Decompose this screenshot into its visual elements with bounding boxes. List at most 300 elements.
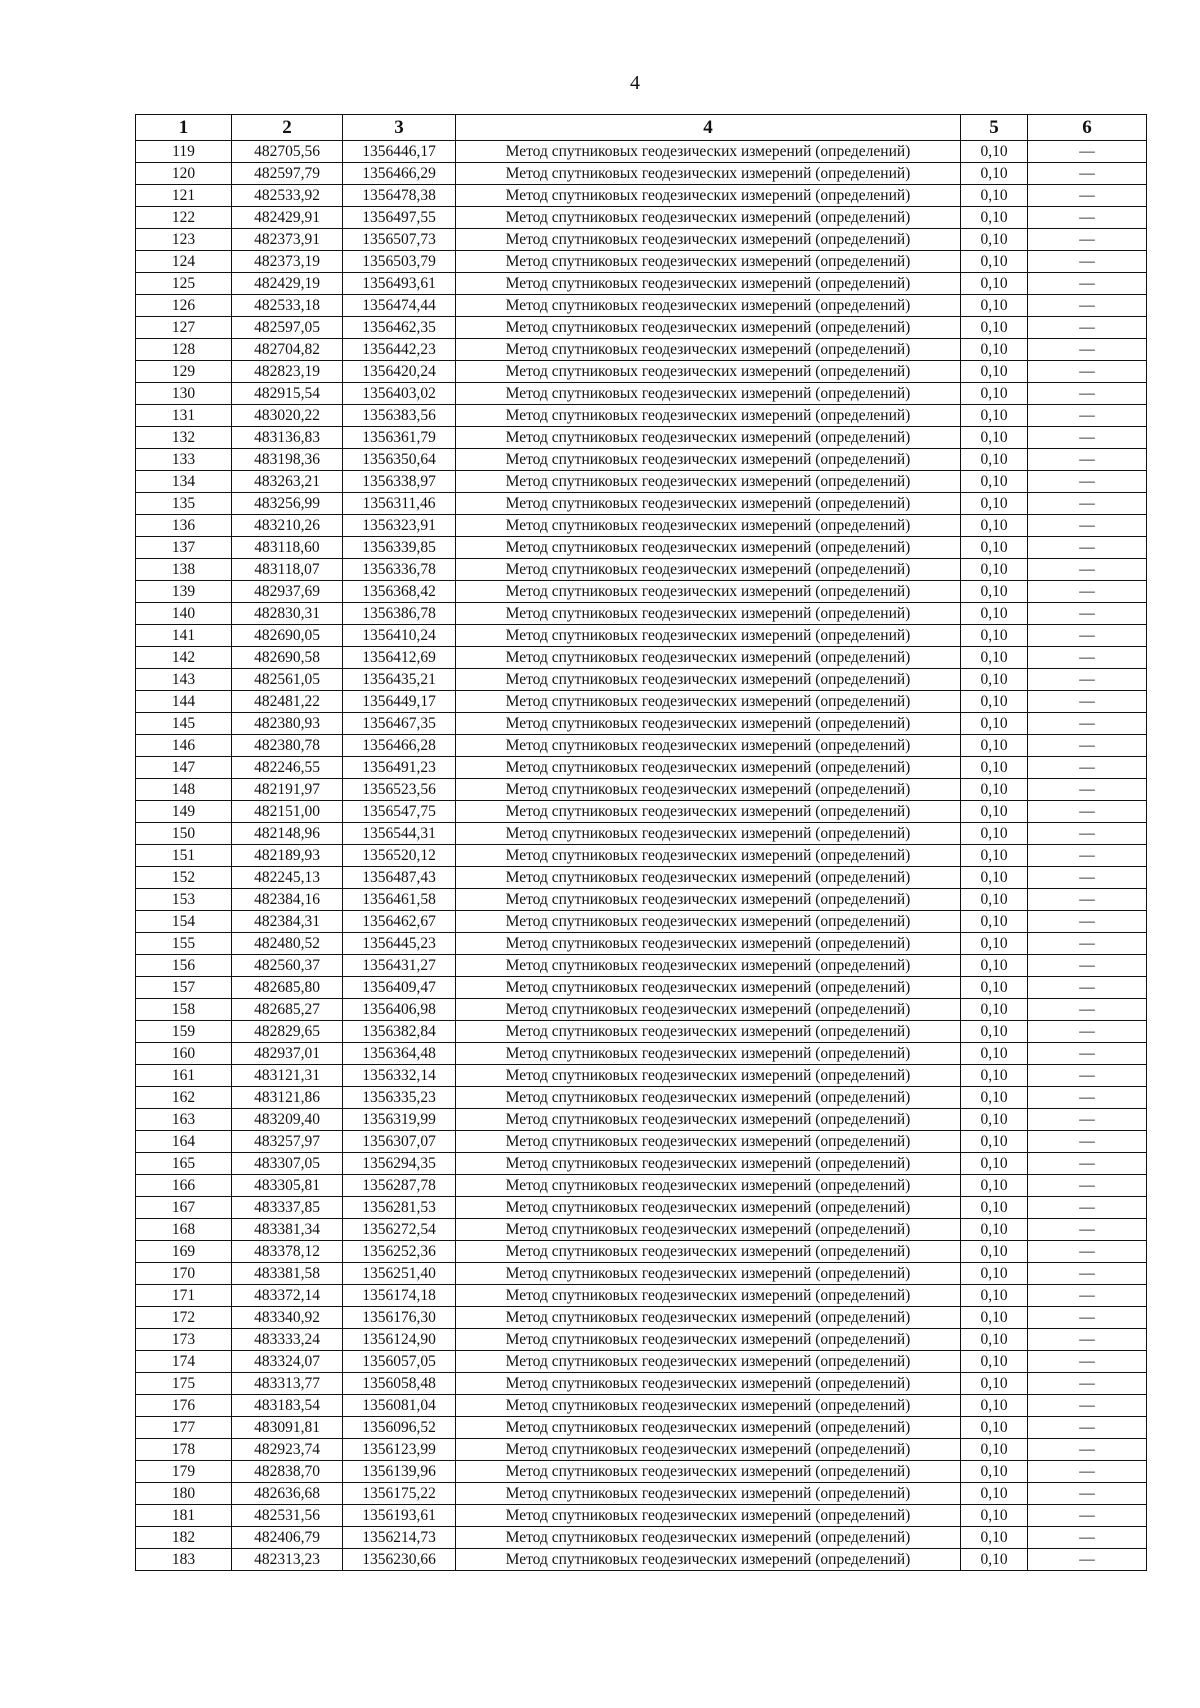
y-coordinate-cell: 1356409,47 (343, 977, 456, 999)
method-cell: Метод спутниковых геодезических измерений (определений) (456, 1549, 961, 1571)
x-coordinate-cell: 482823,19 (232, 361, 343, 383)
table-row (136, 757, 1147, 779)
point-number-cell: 125 (136, 273, 232, 295)
table-row (136, 1439, 1147, 1461)
point-number-cell: 179 (136, 1461, 232, 1483)
point-number-cell: 177 (136, 1417, 232, 1439)
x-coordinate-cell: 482915,54 (232, 383, 343, 405)
note-dash-cell: — (1028, 383, 1147, 405)
y-coordinate-cell: 1356412,69 (343, 647, 456, 669)
precision-cell: 0,10 (961, 229, 1028, 251)
table-row (136, 977, 1147, 999)
method-cell: Метод спутниковых геодезических измерений (определений) (456, 845, 961, 867)
table-row (136, 1219, 1147, 1241)
x-coordinate-cell: 482380,78 (232, 735, 343, 757)
y-coordinate-cell: 1356175,22 (343, 1483, 456, 1505)
x-coordinate-cell: 482531,56 (232, 1505, 343, 1527)
note-dash-cell: — (1028, 603, 1147, 625)
table-row (136, 823, 1147, 845)
method-cell: Метод спутниковых геодезических измерений (определений) (456, 185, 961, 207)
table-row (136, 1263, 1147, 1285)
table-row (136, 1087, 1147, 1109)
y-coordinate-cell: 1356493,61 (343, 273, 456, 295)
x-coordinate-cell: 482704,82 (232, 339, 343, 361)
y-coordinate-cell: 1356442,23 (343, 339, 456, 361)
precision-cell: 0,10 (961, 1527, 1028, 1549)
point-number-cell: 167 (136, 1197, 232, 1219)
method-cell: Метод спутниковых геодезических измерений (определений) (456, 1131, 961, 1153)
y-coordinate-cell: 1356176,30 (343, 1307, 456, 1329)
note-dash-cell: — (1028, 207, 1147, 229)
point-number-cell: 137 (136, 537, 232, 559)
note-dash-cell: — (1028, 955, 1147, 977)
precision-cell: 0,10 (961, 669, 1028, 691)
x-coordinate-cell: 482830,31 (232, 603, 343, 625)
precision-cell: 0,10 (961, 1153, 1028, 1175)
note-dash-cell: — (1028, 933, 1147, 955)
note-dash-cell: — (1028, 1197, 1147, 1219)
y-coordinate-cell: 1356123,99 (343, 1439, 456, 1461)
x-coordinate-cell: 482923,74 (232, 1439, 343, 1461)
point-number-cell: 153 (136, 889, 232, 911)
method-cell: Метод спутниковых геодезических измерений (определений) (456, 317, 961, 339)
point-number-cell: 147 (136, 757, 232, 779)
note-dash-cell: — (1028, 1505, 1147, 1527)
x-coordinate-cell: 482406,79 (232, 1527, 343, 1549)
table-row (136, 955, 1147, 977)
x-coordinate-cell: 483198,36 (232, 449, 343, 471)
x-coordinate-cell: 483378,12 (232, 1241, 343, 1263)
x-coordinate-cell: 482313,23 (232, 1549, 343, 1571)
note-dash-cell: — (1028, 1285, 1147, 1307)
note-dash-cell: — (1028, 911, 1147, 933)
point-number-cell: 155 (136, 933, 232, 955)
precision-cell: 0,10 (961, 1021, 1028, 1043)
x-coordinate-cell: 483333,24 (232, 1329, 343, 1351)
method-cell: Метод спутниковых геодезических измерений (определений) (456, 251, 961, 273)
note-dash-cell: — (1028, 185, 1147, 207)
table-row (136, 141, 1147, 163)
table-row (136, 1395, 1147, 1417)
y-coordinate-cell: 1356462,35 (343, 317, 456, 339)
precision-cell: 0,10 (961, 1395, 1028, 1417)
table-row (136, 1021, 1147, 1043)
precision-cell: 0,10 (961, 361, 1028, 383)
method-cell: Метод спутниковых геодезических измерений (определений) (456, 823, 961, 845)
point-number-cell: 126 (136, 295, 232, 317)
precision-cell: 0,10 (961, 273, 1028, 295)
note-dash-cell: — (1028, 867, 1147, 889)
note-dash-cell: — (1028, 515, 1147, 537)
header-cell-4: 4 (456, 115, 961, 141)
method-cell: Метод спутниковых геодезических измерений (определений) (456, 295, 961, 317)
note-dash-cell: — (1028, 1527, 1147, 1549)
precision-cell: 0,10 (961, 801, 1028, 823)
note-dash-cell: — (1028, 889, 1147, 911)
method-cell: Метод спутниковых геодезических измерений (определений) (456, 1175, 961, 1197)
y-coordinate-cell: 1356323,91 (343, 515, 456, 537)
x-coordinate-cell: 482705,56 (232, 141, 343, 163)
header-cell-1: 1 (136, 115, 232, 141)
method-cell: Метод спутниковых геодезических измерений (определений) (456, 933, 961, 955)
note-dash-cell: — (1028, 317, 1147, 339)
method-cell: Метод спутниковых геодезических измерений (определений) (456, 779, 961, 801)
y-coordinate-cell: 1356272,54 (343, 1219, 456, 1241)
table-row (136, 713, 1147, 735)
page-number: 4 (630, 72, 640, 94)
precision-cell: 0,10 (961, 1241, 1028, 1263)
y-coordinate-cell: 1356335,23 (343, 1087, 456, 1109)
x-coordinate-cell: 483381,58 (232, 1263, 343, 1285)
table-row (136, 163, 1147, 185)
precision-cell: 0,10 (961, 515, 1028, 537)
precision-cell: 0,10 (961, 185, 1028, 207)
note-dash-cell: — (1028, 141, 1147, 163)
note-dash-cell: — (1028, 735, 1147, 757)
method-cell: Метод спутниковых геодезических измерений (определений) (456, 1109, 961, 1131)
x-coordinate-cell: 483337,85 (232, 1197, 343, 1219)
table-row (136, 933, 1147, 955)
note-dash-cell: — (1028, 1351, 1147, 1373)
point-number-cell: 149 (136, 801, 232, 823)
precision-cell: 0,10 (961, 1065, 1028, 1087)
method-cell: Метод спутниковых геодезических измерений (определений) (456, 515, 961, 537)
y-coordinate-cell: 1356230,66 (343, 1549, 456, 1571)
method-cell: Метод спутниковых геодезических измерений (определений) (456, 1285, 961, 1307)
table-row (136, 361, 1147, 383)
note-dash-cell: — (1028, 977, 1147, 999)
precision-cell: 0,10 (961, 251, 1028, 273)
precision-cell: 0,10 (961, 845, 1028, 867)
x-coordinate-cell: 483257,97 (232, 1131, 343, 1153)
method-cell: Метод спутниковых геодезических измерений (определений) (456, 427, 961, 449)
note-dash-cell: — (1028, 823, 1147, 845)
point-number-cell: 152 (136, 867, 232, 889)
precision-cell: 0,10 (961, 1461, 1028, 1483)
precision-cell: 0,10 (961, 999, 1028, 1021)
precision-cell: 0,10 (961, 1175, 1028, 1197)
x-coordinate-cell: 482690,05 (232, 625, 343, 647)
y-coordinate-cell: 1356497,55 (343, 207, 456, 229)
y-coordinate-cell: 1356466,28 (343, 735, 456, 757)
x-coordinate-cell: 483183,54 (232, 1395, 343, 1417)
precision-cell: 0,10 (961, 405, 1028, 427)
point-number-cell: 146 (136, 735, 232, 757)
method-cell: Метод спутниковых геодезических измерений (определений) (456, 1461, 961, 1483)
table-row (136, 317, 1147, 339)
point-number-cell: 154 (136, 911, 232, 933)
y-coordinate-cell: 1356507,73 (343, 229, 456, 251)
precision-cell: 0,10 (961, 955, 1028, 977)
y-coordinate-cell: 1356294,35 (343, 1153, 456, 1175)
note-dash-cell: — (1028, 669, 1147, 691)
x-coordinate-cell: 482561,05 (232, 669, 343, 691)
method-cell: Метод спутниковых геодезических измерений (определений) (456, 1395, 961, 1417)
precision-cell: 0,10 (961, 1219, 1028, 1241)
y-coordinate-cell: 1356096,52 (343, 1417, 456, 1439)
y-coordinate-cell: 1356081,04 (343, 1395, 456, 1417)
note-dash-cell: — (1028, 1483, 1147, 1505)
x-coordinate-cell: 483118,60 (232, 537, 343, 559)
y-coordinate-cell: 1356403,02 (343, 383, 456, 405)
point-number-cell: 120 (136, 163, 232, 185)
table-row (136, 647, 1147, 669)
note-dash-cell: — (1028, 1373, 1147, 1395)
note-dash-cell: — (1028, 1307, 1147, 1329)
precision-cell: 0,10 (961, 977, 1028, 999)
precision-cell: 0,10 (961, 1043, 1028, 1065)
x-coordinate-cell: 482380,93 (232, 713, 343, 735)
note-dash-cell: — (1028, 1417, 1147, 1439)
table-row (136, 999, 1147, 1021)
x-coordinate-cell: 483256,99 (232, 493, 343, 515)
y-coordinate-cell: 1356307,07 (343, 1131, 456, 1153)
y-coordinate-cell: 1356474,44 (343, 295, 456, 317)
note-dash-cell: — (1028, 1241, 1147, 1263)
note-dash-cell: — (1028, 471, 1147, 493)
table-row (136, 1329, 1147, 1351)
x-coordinate-cell: 483372,14 (232, 1285, 343, 1307)
note-dash-cell: — (1028, 273, 1147, 295)
note-dash-cell: — (1028, 713, 1147, 735)
method-cell: Метод спутниковых геодезических измерений (определений) (456, 1087, 961, 1109)
point-number-cell: 158 (136, 999, 232, 1021)
note-dash-cell: — (1028, 1043, 1147, 1065)
table-row (136, 1175, 1147, 1197)
table-row (136, 515, 1147, 537)
point-number-cell: 171 (136, 1285, 232, 1307)
note-dash-cell: — (1028, 1549, 1147, 1571)
x-coordinate-cell: 482829,65 (232, 1021, 343, 1043)
precision-cell: 0,10 (961, 603, 1028, 625)
point-number-cell: 170 (136, 1263, 232, 1285)
method-cell: Метод спутниковых геодезических измерений (определений) (456, 1373, 961, 1395)
method-cell: Метод спутниковых геодезических измерений (определений) (456, 889, 961, 911)
table-row (136, 449, 1147, 471)
point-number-cell: 127 (136, 317, 232, 339)
table-row (136, 1351, 1147, 1373)
x-coordinate-cell: 483313,77 (232, 1373, 343, 1395)
precision-cell: 0,10 (961, 691, 1028, 713)
precision-cell: 0,10 (961, 317, 1028, 339)
precision-cell: 0,10 (961, 449, 1028, 471)
coordinates-table (135, 114, 1147, 1571)
point-number-cell: 130 (136, 383, 232, 405)
precision-cell: 0,10 (961, 823, 1028, 845)
point-number-cell: 160 (136, 1043, 232, 1065)
method-cell: Метод спутниковых геодезических измерений (определений) (456, 867, 961, 889)
x-coordinate-cell: 483121,86 (232, 1087, 343, 1109)
note-dash-cell: — (1028, 1109, 1147, 1131)
table-row (136, 1043, 1147, 1065)
y-coordinate-cell: 1356544,31 (343, 823, 456, 845)
note-dash-cell: — (1028, 1219, 1147, 1241)
method-cell: Метод спутниковых геодезических измерений (определений) (456, 559, 961, 581)
x-coordinate-cell: 482245,13 (232, 867, 343, 889)
note-dash-cell: — (1028, 779, 1147, 801)
header-cell-5: 5 (961, 115, 1028, 141)
point-number-cell: 161 (136, 1065, 232, 1087)
y-coordinate-cell: 1356446,17 (343, 141, 456, 163)
table-row (136, 405, 1147, 427)
y-coordinate-cell: 1356311,46 (343, 493, 456, 515)
y-coordinate-cell: 1356319,99 (343, 1109, 456, 1131)
y-coordinate-cell: 1356478,38 (343, 185, 456, 207)
method-cell: Метод спутниковых геодезических измерений (определений) (456, 1219, 961, 1241)
table-row (136, 185, 1147, 207)
y-coordinate-cell: 1356281,53 (343, 1197, 456, 1219)
note-dash-cell: — (1028, 1395, 1147, 1417)
table-row (136, 1527, 1147, 1549)
precision-cell: 0,10 (961, 779, 1028, 801)
y-coordinate-cell: 1356491,23 (343, 757, 456, 779)
precision-cell: 0,10 (961, 383, 1028, 405)
y-coordinate-cell: 1356449,17 (343, 691, 456, 713)
x-coordinate-cell: 483307,05 (232, 1153, 343, 1175)
method-cell: Метод спутниковых геодезических измерений (определений) (456, 273, 961, 295)
table-header-row (136, 115, 1147, 141)
y-coordinate-cell: 1356350,64 (343, 449, 456, 471)
precision-cell: 0,10 (961, 1263, 1028, 1285)
method-cell: Метод спутниковых геодезических измерений (определений) (456, 999, 961, 1021)
x-coordinate-cell: 483091,81 (232, 1417, 343, 1439)
x-coordinate-cell: 483305,81 (232, 1175, 343, 1197)
table-row (136, 273, 1147, 295)
method-cell: Метод спутниковых геодезических измерений (определений) (456, 1417, 961, 1439)
point-number-cell: 140 (136, 603, 232, 625)
point-number-cell: 150 (136, 823, 232, 845)
x-coordinate-cell: 482636,68 (232, 1483, 343, 1505)
note-dash-cell: — (1028, 295, 1147, 317)
y-coordinate-cell: 1356420,24 (343, 361, 456, 383)
note-dash-cell: — (1028, 625, 1147, 647)
x-coordinate-cell: 482838,70 (232, 1461, 343, 1483)
note-dash-cell: — (1028, 251, 1147, 273)
table-row (136, 1109, 1147, 1131)
method-cell: Метод спутниковых геодезических измерений (определений) (456, 735, 961, 757)
point-number-cell: 163 (136, 1109, 232, 1131)
point-number-cell: 142 (136, 647, 232, 669)
x-coordinate-cell: 483210,26 (232, 515, 343, 537)
x-coordinate-cell: 483381,34 (232, 1219, 343, 1241)
point-number-cell: 159 (136, 1021, 232, 1043)
point-number-cell: 143 (136, 669, 232, 691)
method-cell: Метод спутниковых геодезических измерений (определений) (456, 669, 961, 691)
note-dash-cell: — (1028, 559, 1147, 581)
method-cell: Метод спутниковых геодезических измерений (определений) (456, 1307, 961, 1329)
method-cell: Метод спутниковых геодезических измерений (определений) (456, 801, 961, 823)
table-row (136, 1549, 1147, 1571)
point-number-cell: 122 (136, 207, 232, 229)
note-dash-cell: — (1028, 493, 1147, 515)
y-coordinate-cell: 1356368,42 (343, 581, 456, 603)
method-cell: Метод спутниковых геодезических измерений (определений) (456, 1241, 961, 1263)
method-cell: Метод спутниковых геодезических измерений (определений) (456, 537, 961, 559)
precision-cell: 0,10 (961, 339, 1028, 361)
method-cell: Метод спутниковых геодезических измерений (определений) (456, 603, 961, 625)
note-dash-cell: — (1028, 757, 1147, 779)
precision-cell: 0,10 (961, 471, 1028, 493)
method-cell: Метод спутниковых геодезических измерений (определений) (456, 1329, 961, 1351)
point-number-cell: 138 (136, 559, 232, 581)
y-coordinate-cell: 1356193,61 (343, 1505, 456, 1527)
method-cell: Метод спутниковых геодезических измерений (определений) (456, 757, 961, 779)
y-coordinate-cell: 1356435,21 (343, 669, 456, 691)
table-row (136, 867, 1147, 889)
table-row (136, 779, 1147, 801)
point-number-cell: 132 (136, 427, 232, 449)
precision-cell: 0,10 (961, 1087, 1028, 1109)
precision-cell: 0,10 (961, 581, 1028, 603)
point-number-cell: 129 (136, 361, 232, 383)
precision-cell: 0,10 (961, 713, 1028, 735)
point-number-cell: 172 (136, 1307, 232, 1329)
method-cell: Метод спутниковых геодезических измерений (определений) (456, 1351, 961, 1373)
method-cell: Метод спутниковых геодезических измерений (определений) (456, 955, 961, 977)
y-coordinate-cell: 1356445,23 (343, 933, 456, 955)
y-coordinate-cell: 1356547,75 (343, 801, 456, 823)
note-dash-cell: — (1028, 1065, 1147, 1087)
x-coordinate-cell: 482481,22 (232, 691, 343, 713)
point-number-cell: 145 (136, 713, 232, 735)
y-coordinate-cell: 1356382,84 (343, 1021, 456, 1043)
x-coordinate-cell: 482246,55 (232, 757, 343, 779)
note-dash-cell: — (1028, 1087, 1147, 1109)
method-cell: Метод спутниковых геодезических измерений (определений) (456, 471, 961, 493)
note-dash-cell: — (1028, 647, 1147, 669)
precision-cell: 0,10 (961, 625, 1028, 647)
point-number-cell: 134 (136, 471, 232, 493)
x-coordinate-cell: 482189,93 (232, 845, 343, 867)
table-row (136, 471, 1147, 493)
table-row (136, 339, 1147, 361)
point-number-cell: 166 (136, 1175, 232, 1197)
point-number-cell: 131 (136, 405, 232, 427)
y-coordinate-cell: 1356406,98 (343, 999, 456, 1021)
precision-cell: 0,10 (961, 889, 1028, 911)
y-coordinate-cell: 1356058,48 (343, 1373, 456, 1395)
x-coordinate-cell: 482533,18 (232, 295, 343, 317)
point-number-cell: 175 (136, 1373, 232, 1395)
y-coordinate-cell: 1356361,79 (343, 427, 456, 449)
x-coordinate-cell: 482685,80 (232, 977, 343, 999)
precision-cell: 0,10 (961, 1197, 1028, 1219)
note-dash-cell: — (1028, 1263, 1147, 1285)
point-number-cell: 157 (136, 977, 232, 999)
table-row (136, 845, 1147, 867)
precision-cell: 0,10 (961, 1417, 1028, 1439)
header-cell-6: 6 (1028, 115, 1147, 141)
y-coordinate-cell: 1356383,56 (343, 405, 456, 427)
point-number-cell: 133 (136, 449, 232, 471)
method-cell: Метод спутниковых геодезических измерений (определений) (456, 141, 961, 163)
point-number-cell: 168 (136, 1219, 232, 1241)
method-cell: Метод спутниковых геодезических измерений (определений) (456, 911, 961, 933)
precision-cell: 0,10 (961, 141, 1028, 163)
precision-cell: 0,10 (961, 1373, 1028, 1395)
point-number-cell: 148 (136, 779, 232, 801)
x-coordinate-cell: 482597,79 (232, 163, 343, 185)
y-coordinate-cell: 1356467,35 (343, 713, 456, 735)
precision-cell: 0,10 (961, 735, 1028, 757)
method-cell: Метод спутниковых геодезических измерений (определений) (456, 1065, 961, 1087)
note-dash-cell: — (1028, 1461, 1147, 1483)
precision-cell: 0,10 (961, 537, 1028, 559)
table-row (136, 911, 1147, 933)
table-row (136, 1483, 1147, 1505)
y-coordinate-cell: 1356332,14 (343, 1065, 456, 1087)
x-coordinate-cell: 483263,21 (232, 471, 343, 493)
